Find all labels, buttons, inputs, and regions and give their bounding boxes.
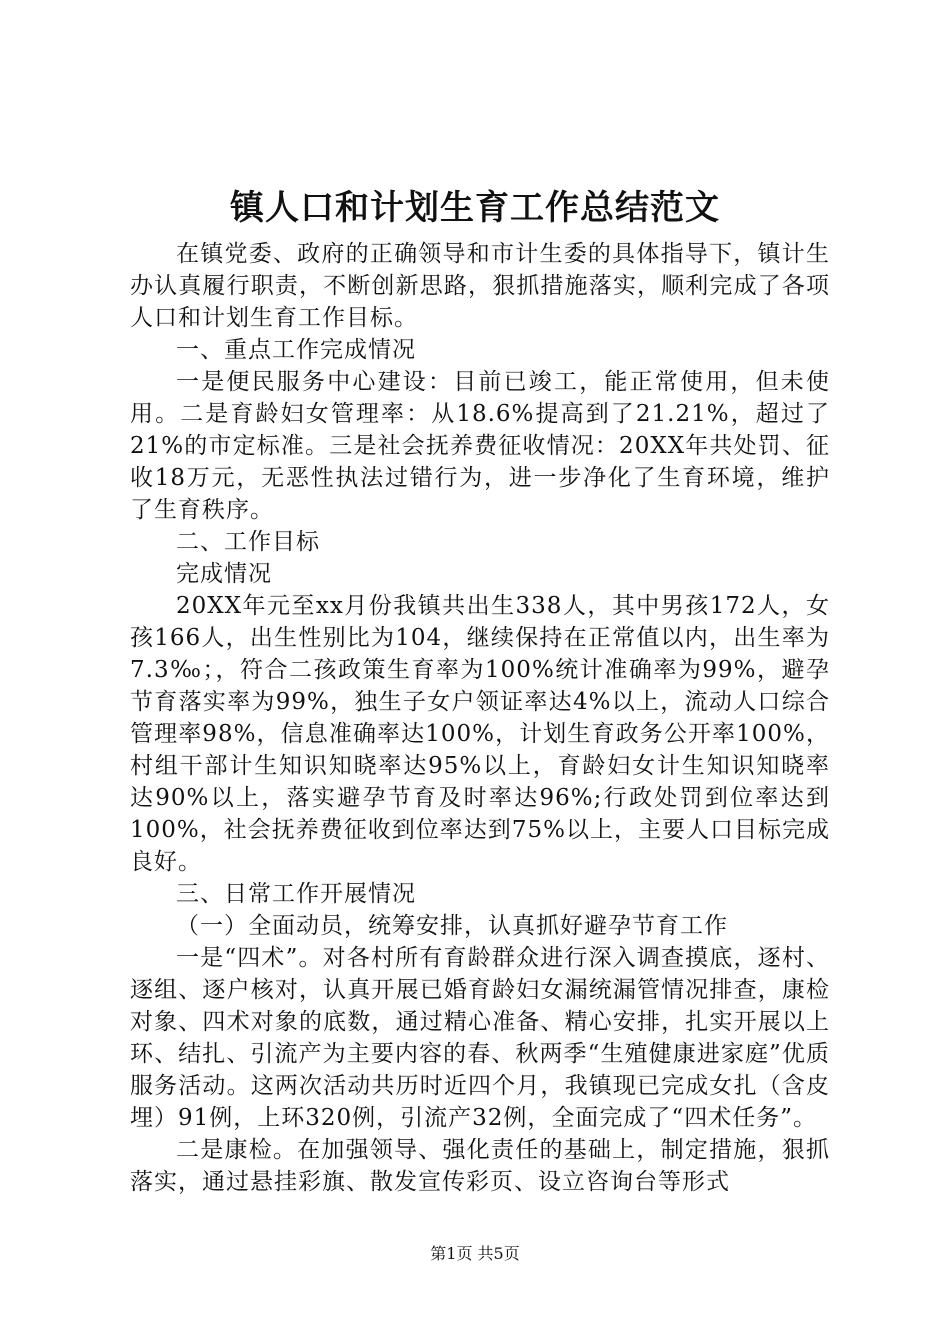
subheading-contraception: （一）全面动员，统筹安排，认真抓好避孕节育工作 [176, 913, 728, 939]
subheading-completion: 完成情况 [176, 561, 272, 587]
section-heading-key-work: 一、重点工作完成情况 [176, 337, 416, 363]
document-body [130, 238, 830, 1198]
body-paragraph: 二是康检。在加强领导、强化责任的基础上，制定措施，狠抓落实，通过悬挂彩旗、散发宣传彩页、设立咨询台等形式 [130, 1137, 830, 1195]
body-paragraph: 一是“四术”。对各村所有育龄群众进行深入调查摸底，逐村、逐组、逐户核对，认真开展已婚育龄妇女漏统漏管情况排查，康检对象、四术对象的底数，通过精心准备、精心安排，扎实开展以上环、结扎、引流产为主要内容的春、秋两季“生殖健康进家庭”优质服务活动。这两次活动共历时近四个月，我镇现已完成女扎（含皮埋）91例，上环320例，引流产32例，全面完成了“四术任务”。 [130, 945, 830, 1131]
body-paragraph: 一是便民服务中心建设：目前已竣工，能正常使用，但未使用。二是育龄妇女管理率：从18.6%提高到了21.21%，超过了21%的市定标准。三是社会抚养费征收情况：20XX年共处罚、征收18万元，无恶性执法过错行为，进一步净化了生育环境，维护了生育秩序。 [130, 369, 830, 523]
document-title: 镇人口和计划生育工作总结范文 [230, 188, 720, 228]
section-heading-goals: 二、工作目标 [176, 529, 320, 555]
section-heading-daily-work: 三、日常工作开展情况 [176, 881, 416, 907]
page-number-footer: 第1页 共5页 [430, 1244, 520, 1263]
body-paragraph: 20XX年元至xx月份我镇共出生338人，其中男孩172人，女孩166人，出生性别比为104，继续保持在正常值以内，出生率为7.3‰；，符合二孩政策生育率为100%统计准确率为99%，避孕节育落实率为99%，独生子女户领证率达4%以上，流动人口综合管理率98%，信息准确率达100%，计划生育政务公开率100%，村组干部计生知识知晓率达95%以上，育龄妇女计生知识知晓率达90%以上，落实避孕节育及时率达96%;行政处罚到位率达到100%，社会抚养费征收到位率达到75%以上，主要人口目标完成良好。 [130, 593, 830, 875]
intro-paragraph: 在镇党委、政府的正确领导和市计生委的具体指导下，镇计生办认真履行职责，不断创新思路，狠抓措施落实，顺利完成了各项人口和计划生育工作目标。 [130, 241, 830, 331]
